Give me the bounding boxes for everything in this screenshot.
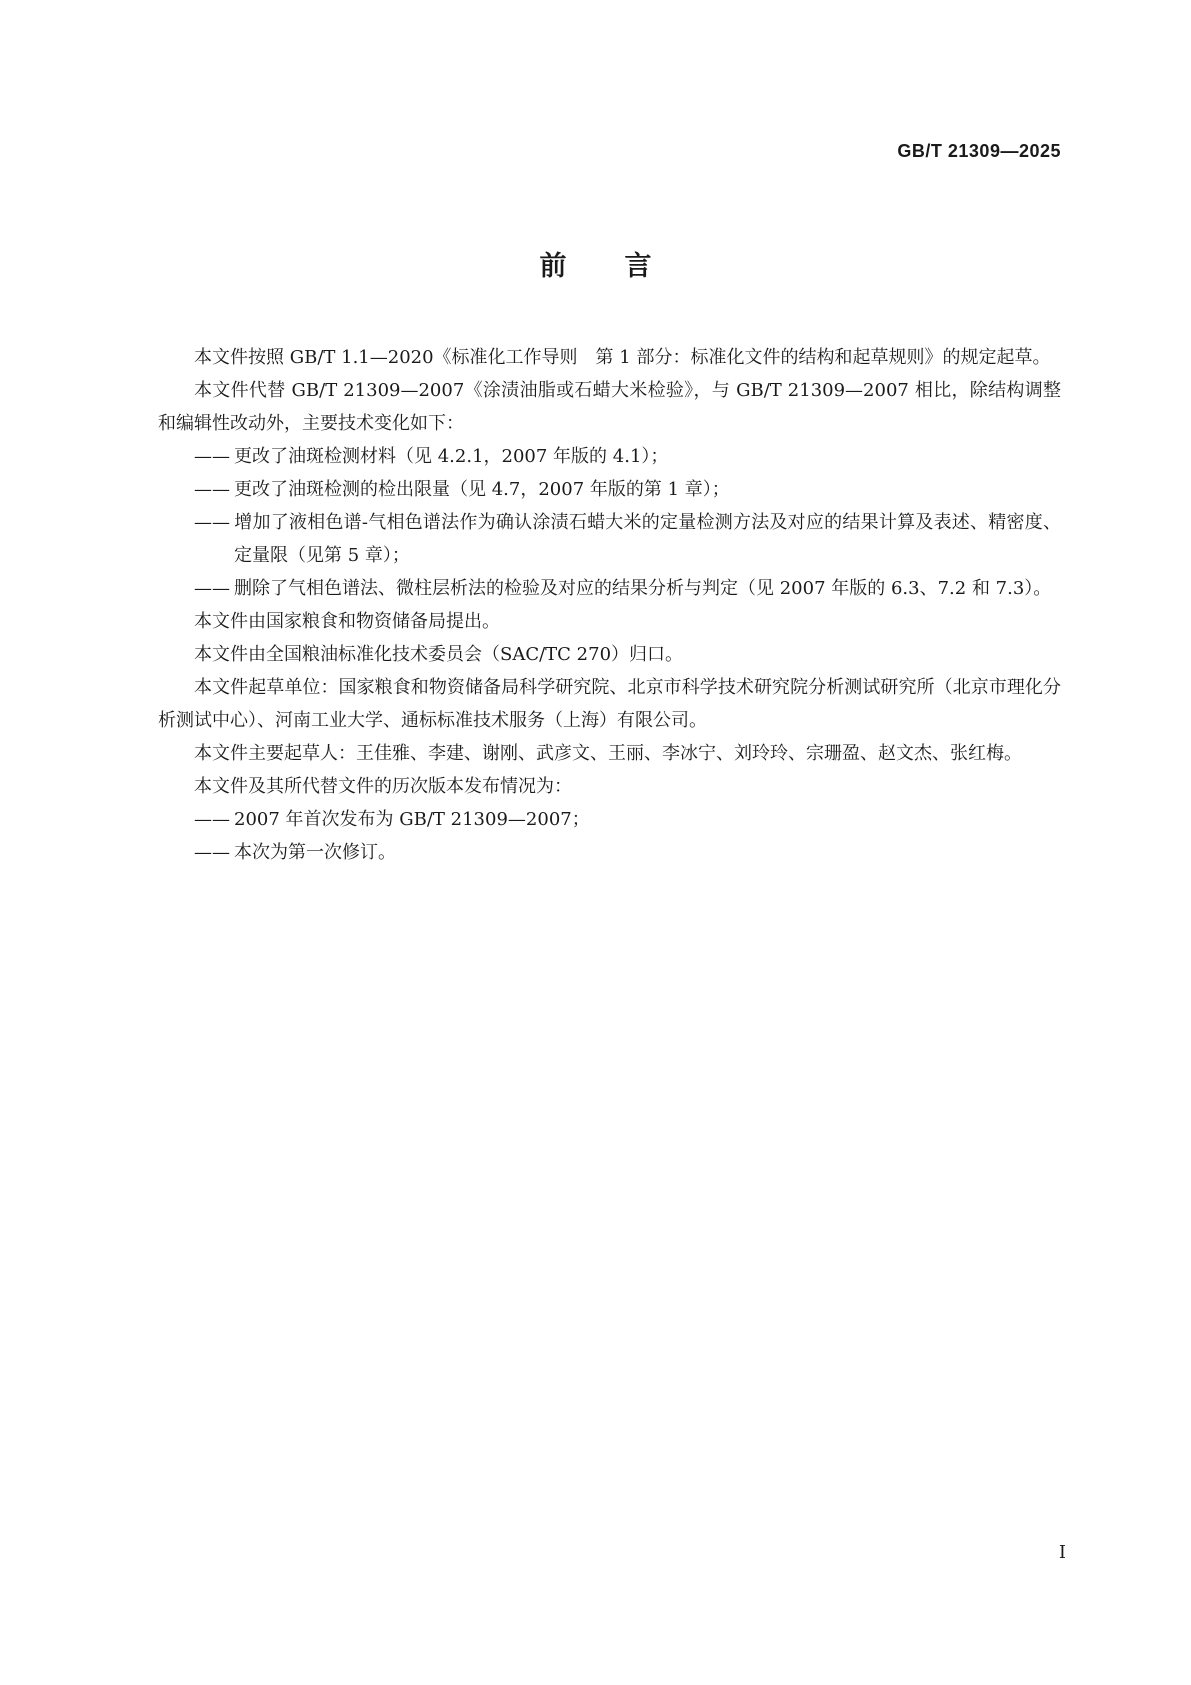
- dash-mark: ——: [194, 842, 230, 863]
- history-item: —— 2007 年首次发布为 GB/T 21309—2007；: [158, 803, 1061, 836]
- paragraph-drafting-units: 本文件起草单位：国家粮食和物资储备局科学研究院、北京市科学技术研究院分析测试研究所（北京市理化分析测试中心）、河南工业大学、通标标准技术服务（上海）有限公司。: [158, 677, 1061, 731]
- paragraph-replacement: 本文件代替 GB/T 21309—2007《涂渍油脂或石蜡大米检验》，与 GB/T 21309—2007 相比，除结构调整和编辑性改动外，主要技术变化如下：: [158, 380, 1061, 434]
- change-item: —— 删除了气相色谱法、微柱层析法的检验及对应的结果分析与判定（见 2007 年版的 6.3、7.2 和 7.3）。: [158, 572, 1061, 605]
- dash-mark: ——: [194, 809, 230, 830]
- change-item: —— 更改了油斑检测材料（见 4.2.1，2007 年版的 4.1）；: [158, 440, 1061, 473]
- standard-code: GB/T 21309—2025: [897, 141, 1061, 161]
- change-item: —— 更改了油斑检测的检出限量（见 4.7，2007 年版的第 1 章）；: [158, 473, 1061, 506]
- page-title: 前言: [539, 251, 710, 282]
- paragraph-proposer: 本文件由国家粮食和物资储备局提出。: [194, 611, 500, 632]
- document-body: [158, 341, 1061, 869]
- paragraph-history-intro: 本文件及其所代替文件的历次版本发布情况为：: [194, 776, 572, 797]
- change-item: —— 增加了液相色谱-气相色谱法作为确认涂渍石蜡大米的定量检测方法及对应的结果计算及表述、精密度、定量限（见第 5 章）；: [158, 506, 1061, 572]
- dash-mark: ——: [194, 479, 230, 500]
- paragraph-committee: 本文件由全国粮油标准化技术委员会（SAC/TC 270）归口。: [194, 644, 684, 665]
- dash-mark: ——: [194, 578, 230, 599]
- dash-mark: ——: [194, 512, 230, 533]
- paragraph-drafting-basis: 本文件按照 GB/T 1.1—2020《标准化工作导则 第 1 部分：标准化文件的结构和起草规则》的规定起草。: [194, 347, 1051, 368]
- paragraph-drafters: 本文件主要起草人：王佳雅、李建、谢刚、武彦文、王丽、李冰宁、刘玲玲、宗珊盈、赵文杰、张红梅。: [194, 743, 1022, 764]
- history-item: —— 本次为第一次修订。: [158, 836, 1061, 869]
- dash-mark: ——: [194, 446, 230, 467]
- page-number: I: [1058, 1542, 1066, 1563]
